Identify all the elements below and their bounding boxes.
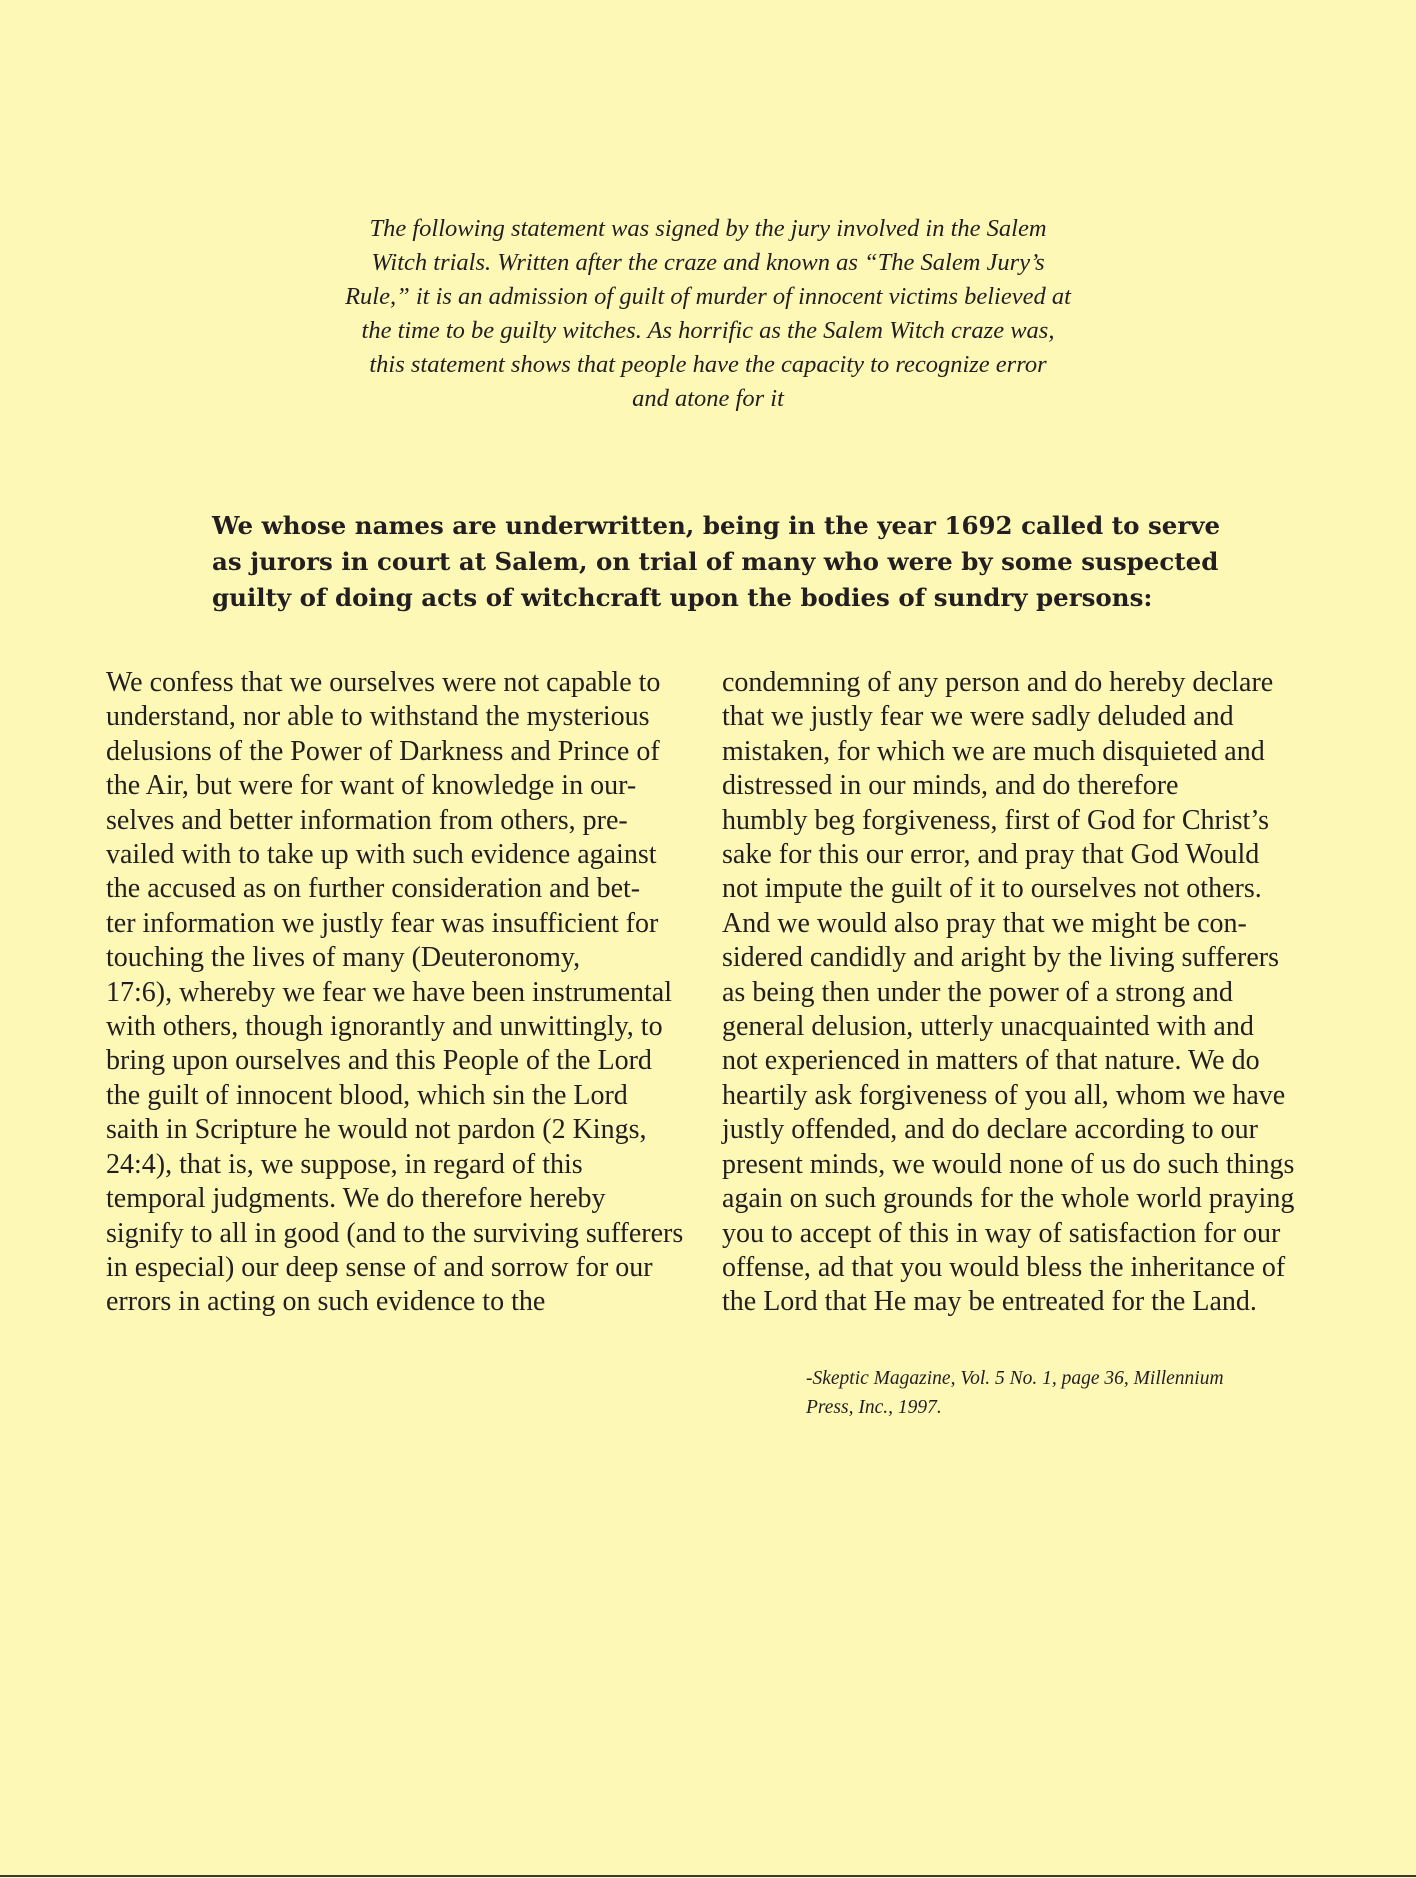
body-line: in especial) our deep sense of and sorrow for our [106,1251,653,1283]
body-column-left [106,666,684,1320]
body-line: not experienced in matters of that nature. We do [722,1045,1260,1077]
body-line: you to accept of this in way of satisfaction for our [722,1217,1281,1249]
intro-line: the time to be guilty witches. As horrific as the Salem Witch craze was, [361,317,1055,344]
body-line: condemning of any person and do hereby declare [722,667,1274,698]
body-line: errors in acting on such evidence to the [106,1286,546,1318]
body-line: with others, though ignorantly and unwittingly, to [106,1011,663,1043]
body-line: saith in Scripture he would not pardon (2 Kings, [106,1114,647,1146]
page-bottom-rule [0,1875,1416,1877]
body-line: humbly beg forgiveness, first of God for Christ’s [722,804,1269,836]
body-line: vailed with to take up with such evidence against [106,839,657,871]
body-line: And we would also pray that we might be con- [722,907,1247,939]
body-line: the Lord that He may be entreated for the Land. [722,1286,1257,1318]
body-line: general delusion, utterly unacquainted with and [722,1011,1254,1043]
body-line: touching the lives of many (Deuteronomy, [106,942,581,974]
body-line: as being then under the power of a strong and [722,976,1233,1008]
body-line: distressed in our minds, and do therefore [722,770,1179,802]
body-line: selves and better information from others, pre- [106,804,628,836]
body-line: ter information we justly fear was insufficient for [106,907,659,939]
intro-line: and atone for it [632,385,784,412]
intro-line: this statement shows that people have the capacity to recognize error [369,351,1047,378]
body-column-right [722,666,1312,1320]
body-line: understand, nor able to withstand the mysterious [106,701,650,733]
source-citation [806,1364,1286,1422]
citation-line: Press, Inc., 1997. [806,1397,942,1418]
intro-line: Witch trials. Written after the craze and known as “The Salem Jury’s [371,249,1045,276]
body-line: mistaken, for which we are much disquieted and [722,735,1265,767]
body-line: 17:6), whereby we fear we have been instrumental [106,976,672,1008]
body-line: temporal judgments. We do therefore hereby [106,1183,606,1215]
body-line: present minds, we would none of us do such things [722,1148,1295,1180]
body-line: offense, ad that you would bless the inheritance of [722,1251,1286,1283]
body-line: sake for this our error, and pray that God Would [722,839,1260,871]
body-line: 24:4), that is, we suppose, in regard of this [106,1148,583,1180]
intro-note [340,212,1076,416]
jury-heading [212,508,1222,616]
body-line: not impute the guilt of it to ourselves not others. [722,873,1262,905]
body-line: sidered candidly and aright by the living sufferers [722,942,1279,974]
body-line: again on such grounds for the whole world praying [722,1183,1295,1215]
body-line: bring upon ourselves and this People of the Lord [106,1045,652,1077]
heading-line: guilty of doing acts of witchcraft upon the bodies of sundry persons: [212,583,1153,612]
body-line: We confess that we ourselves were not capable to [106,667,661,698]
heading-line: We whose names are underwritten, being in the year 1692 called to serve [212,511,1221,540]
body-line: signify to all in good (and to the surviving sufferers [106,1217,684,1249]
intro-line: Rule,” it is an admission of guilt of murder of innocent victims believed at [345,283,1071,310]
body-line: that we justly fear we were sadly deluded and [722,701,1234,733]
body-line: the guilt of innocent blood, which sin the Lord [106,1079,628,1111]
intro-line: The following statement was signed by the jury involved in the Salem [369,215,1047,242]
citation-line: -Skeptic Magazine, Vol. 5 No. 1, page 36, Millennium [806,1368,1224,1389]
body-line: the Air, but were for want of knowledge in our- [106,770,637,802]
body-line: delusions of the Power of Darkness and Prince of [106,735,660,767]
body-line: the accused as on further consideration and bet- [106,873,641,905]
body-line: justly offended, and do declare according to our [722,1114,1258,1146]
body-line: heartily ask forgiveness of you all, whom we have [722,1079,1286,1111]
heading-line: as jurors in court at Salem, on trial of many who were by some suspected [212,547,1219,576]
